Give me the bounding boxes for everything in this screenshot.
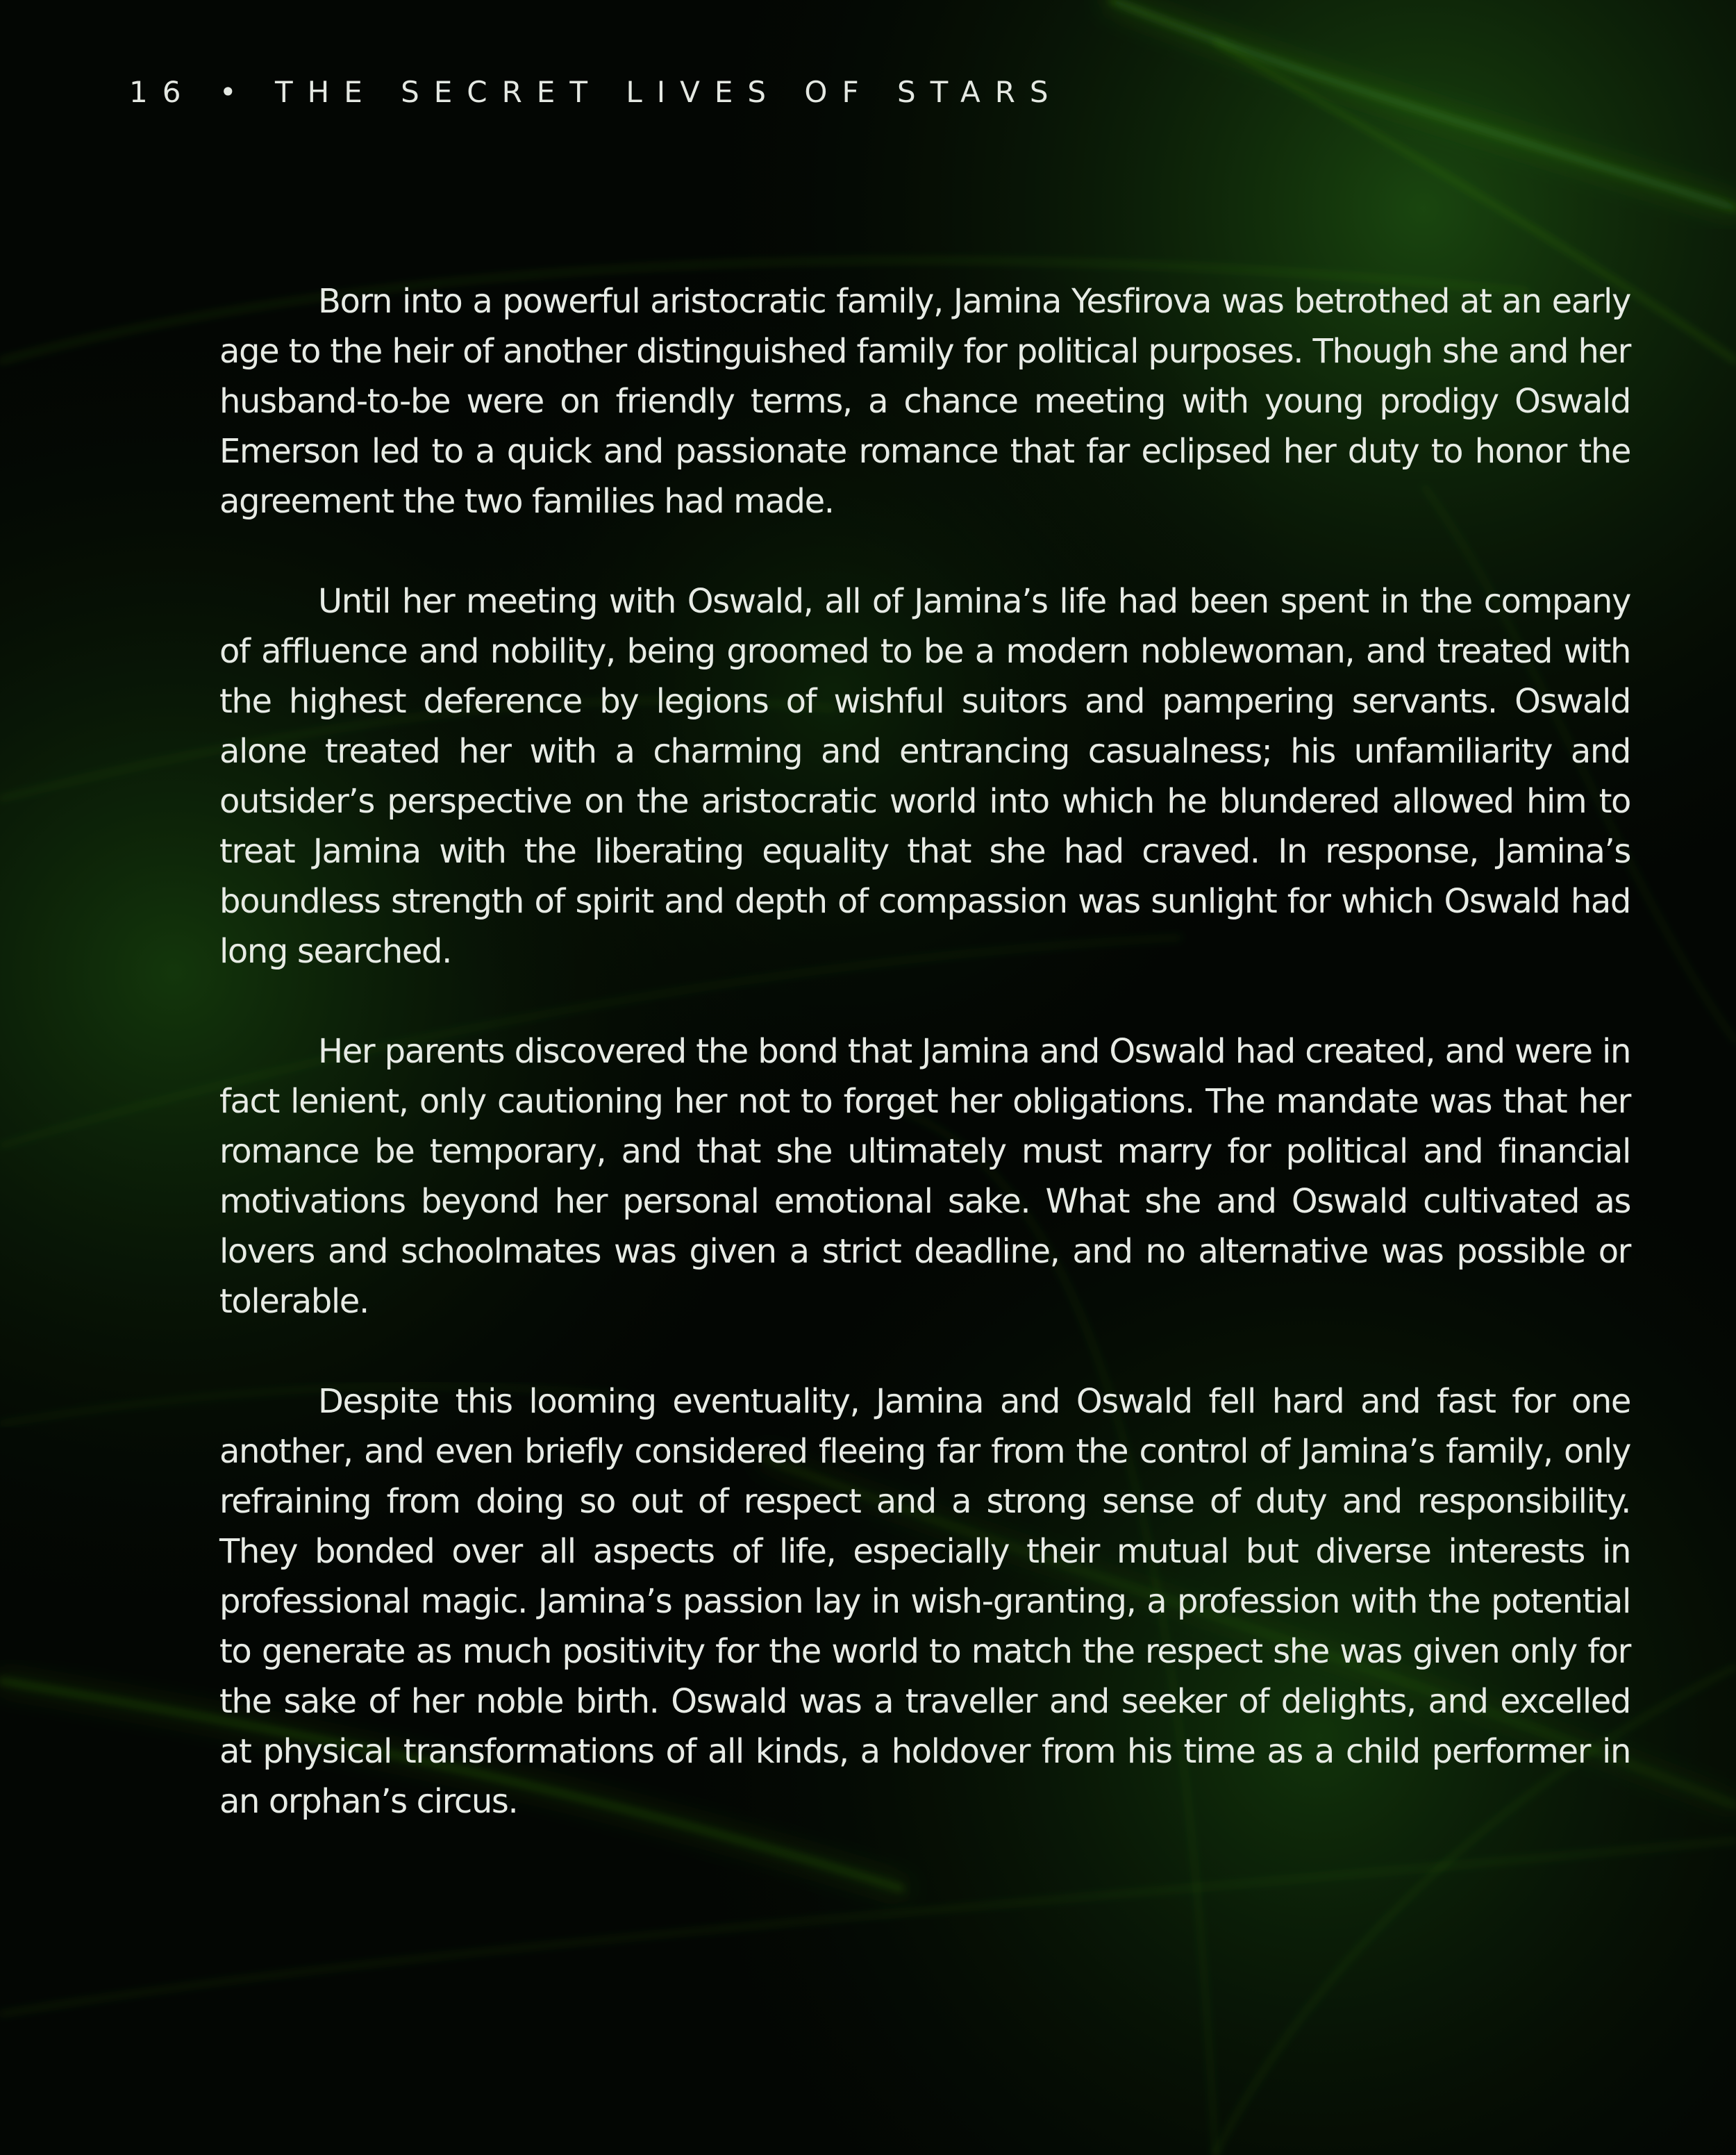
- paragraph-4: Despite this looming eventuality, Jamina and Oswald fell hard and fast for one another, and even briefly considered fleeing far from the control of Jamina’s family, only refraining from doing so out of respect and a strong sense of duty and responsibility. They bonded over all aspects of life, especially their mutual but diverse interests in professional magic. Jamina’s passion lay in wish-granting, a profession with the potential to generate as much positivity for the world to match the respect she was given only for the sake of her noble birth. Oswald was a traveller and seeker of delights, and excelled at physical transformations of all kinds, a holdover from his time as a child performer in an orphan’s circus.: [219, 1382, 1630, 1821]
- paragraph-2: Until her meeting with Oswald, all of Jamina’s life had been spent in the company of affluence and nobility, being groomed to be a modern noblewoman, and treated with the highest deference by legions of wishful suitors and pampering servants. Oswald alone treated her with a charming and entrancing casualness; his unfamiliarity and outsider’s perspective on the aristocratic world into which he blundered allowed him to treat Jamina with the liberating equality that she had craved. In response, Jamina’s boundless strength of spirit and depth of compassion was sunlight for which Oswald had long searched.: [219, 582, 1630, 971]
- paragraph-3: Her parents discovered the bond that Jamina and Oswald had created, and were in fact lenient, only cautioning her not to forget her obligations. The mandate was that her romance be temporary, and that she ultimately must marry for political and financial motivations beyond her personal emotional sake. What she and Oswald cultivated as lovers and schoolmates was given a strict deadline, and no alternative was possible or tolerable.: [219, 1032, 1630, 1321]
- book-title: THE SECRET LIVES OF STARS: [274, 75, 1063, 109]
- header-separator: •: [219, 75, 251, 109]
- page-number: 16: [129, 75, 196, 109]
- paragraph-1: Born into a powerful aristocratic family, Jamina Yesfirova was betrothed at an early age to the heir of another distinguished family for political purposes. Though she and her husband-to-be were on friendly terms, a chance meeting with young prodigy Oswald Emerson led to a quick and passionate romance that far eclipsed her duty to honor the agreement the two families had made.: [219, 282, 1630, 521]
- running-header: [129, 75, 1063, 109]
- body-text: [219, 276, 1630, 1877]
